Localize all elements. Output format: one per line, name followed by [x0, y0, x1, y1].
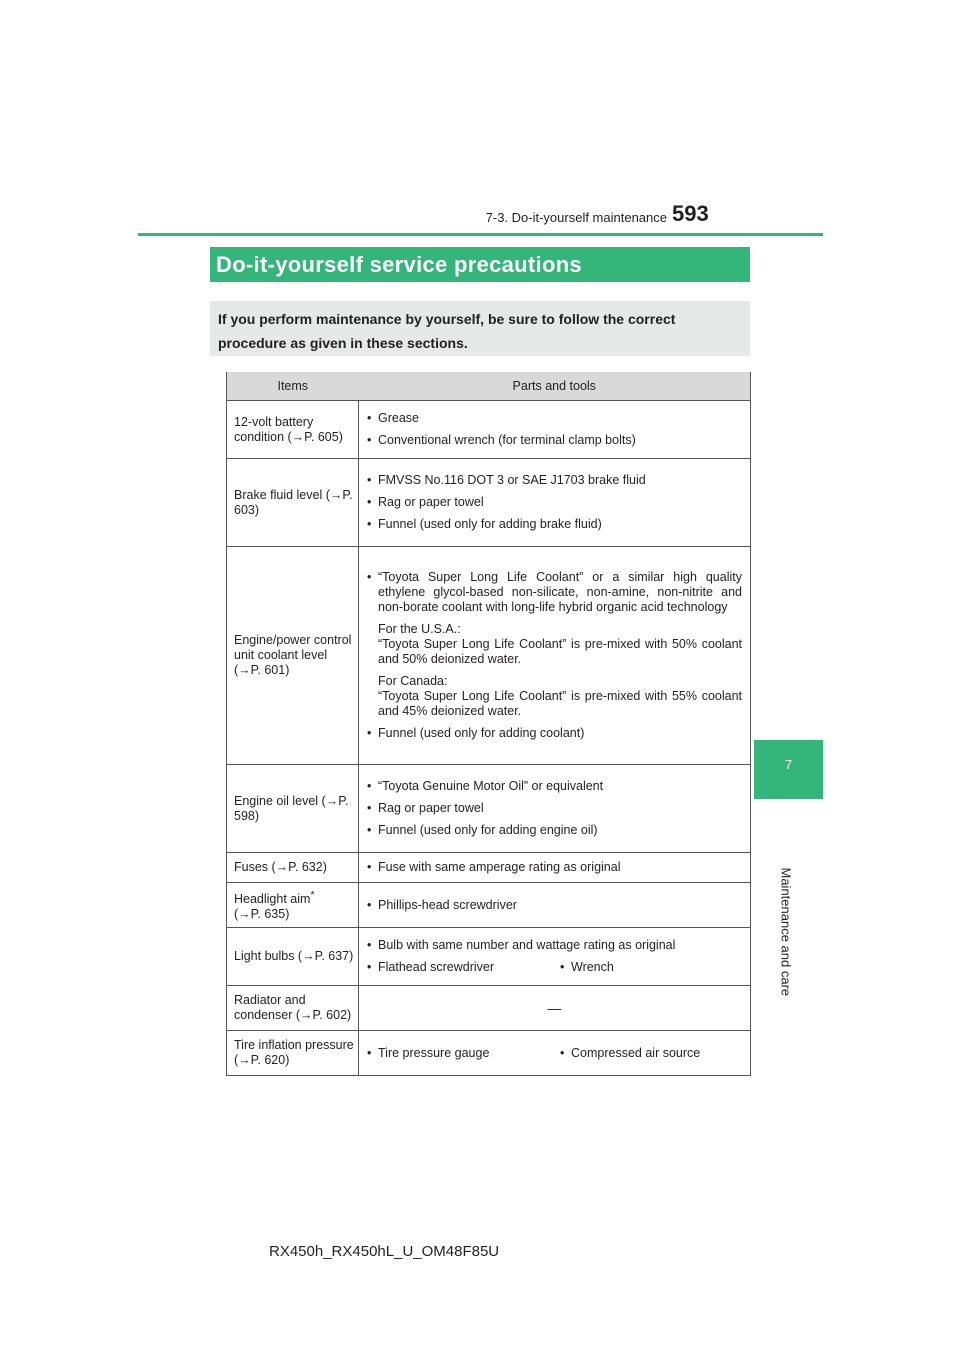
table-row	[227, 853, 751, 883]
chapter-tab: 7	[754, 740, 823, 799]
table-row	[227, 765, 751, 853]
usa-text: “Toyota Super Long Life Coolant” is pre-mixed with 50% coolant and 50% deionized water.	[378, 637, 742, 666]
parts-cell	[359, 401, 751, 459]
canada-text: “Toyota Super Long Life Coolant” is pre-mixed with 55% coolant and 45% deionized water.	[378, 689, 742, 718]
parts-item: • Funnel (used only for adding coolant)	[367, 726, 742, 741]
parts-item: • Phillips-head screwdriver	[367, 898, 742, 913]
item-cell: Fuses (→P. 632)	[227, 853, 359, 883]
table-row	[227, 459, 751, 547]
parts-item: • Funnel (used only for adding engine oil)	[367, 823, 742, 838]
item-cell: Tire inflation pressure (→P. 620)	[227, 1031, 359, 1076]
parts-item: • FMVSS No.116 DOT 3 or SAE J1703 brake fluid	[367, 473, 742, 488]
canada-label: For Canada:	[378, 674, 448, 688]
parts-split	[367, 1046, 742, 1061]
column-header-parts: Parts and tools	[359, 372, 751, 401]
parts-item: • Rag or paper towel	[367, 495, 742, 510]
parts-cell	[359, 928, 751, 986]
parts-item: • Grease	[367, 411, 742, 426]
item-cell: Radiator and condenser (→P. 602)	[227, 986, 359, 1031]
item-cell: 12-volt battery condition (→P. 605)	[227, 401, 359, 459]
header-rule	[138, 233, 823, 236]
parts-cell	[359, 1031, 751, 1076]
chapter-tab-label: Maintenance and care	[778, 867, 794, 997]
parts-item: • Conventional wrench (for terminal clamp bolts)	[367, 433, 742, 448]
table-row	[227, 1031, 751, 1076]
parts-cell	[359, 765, 751, 853]
page-number: 593	[672, 201, 709, 226]
parts-cell-empty: —	[359, 986, 751, 1031]
parts-cell	[359, 853, 751, 883]
running-header-section: 7-3. Do-it-yourself maintenance	[485, 210, 667, 225]
parts-cell	[359, 459, 751, 547]
item-cell: Light bulbs (→P. 637)	[227, 928, 359, 986]
canada-note	[378, 674, 742, 719]
usa-label: For the U.S.A.:	[378, 622, 461, 636]
parts-cell	[359, 547, 751, 765]
section-title: Do-it-yourself service precautions	[210, 247, 750, 282]
parts-cell	[359, 883, 751, 928]
table-row	[227, 401, 751, 459]
table-row	[227, 883, 751, 928]
item-cell	[227, 883, 359, 928]
item-cell: Brake fluid level (→P. 603)	[227, 459, 359, 547]
document-code: RX450h_RX450hL_U_OM48F85U	[269, 1243, 500, 1260]
parts-split	[367, 960, 742, 975]
item-cell: Engine oil level (→P. 598)	[227, 765, 359, 853]
parts-item: • Funnel (used only for adding brake fluid)	[367, 517, 742, 532]
item-label: Headlight aim	[234, 892, 311, 907]
intro-box: If you perform maintenance by yourself, be sure to follow the correct procedure as given in these sections.	[210, 301, 750, 356]
parts-item: • Tire pressure gauge	[367, 1046, 560, 1061]
parts-item: • “Toyota Genuine Motor Oil” or equivalent	[367, 779, 742, 794]
parts-item: • “Toyota Super Long Life Coolant” or a similar high quality ethylene glycol-based non-silicate, non-amine, non-nitrite and non-borate coolant with long-life hybrid organic acid technology	[367, 570, 742, 615]
usa-note	[378, 622, 742, 667]
parts-item: • Fuse with same amperage rating as original	[367, 860, 742, 875]
parts-and-tools-table	[226, 372, 751, 1076]
parts-item: • Wrench	[560, 960, 742, 975]
parts-item: • Flathead screwdriver	[367, 960, 560, 975]
column-header-items: Items	[227, 372, 359, 401]
table-row	[227, 547, 751, 765]
parts-item: • Bulb with same number and wattage rating as original	[367, 938, 742, 953]
item-cell: Engine/power control unit coolant level (→P. 601)	[227, 547, 359, 765]
table-row	[227, 986, 751, 1031]
parts-item: • Compressed air source	[560, 1046, 742, 1061]
table-row	[227, 928, 751, 986]
parts-item: • Rag or paper towel	[367, 801, 742, 816]
item-ref: (→P. 635)	[234, 907, 290, 922]
table-header-row	[227, 372, 751, 401]
asterisk-mark: *	[310, 889, 315, 901]
